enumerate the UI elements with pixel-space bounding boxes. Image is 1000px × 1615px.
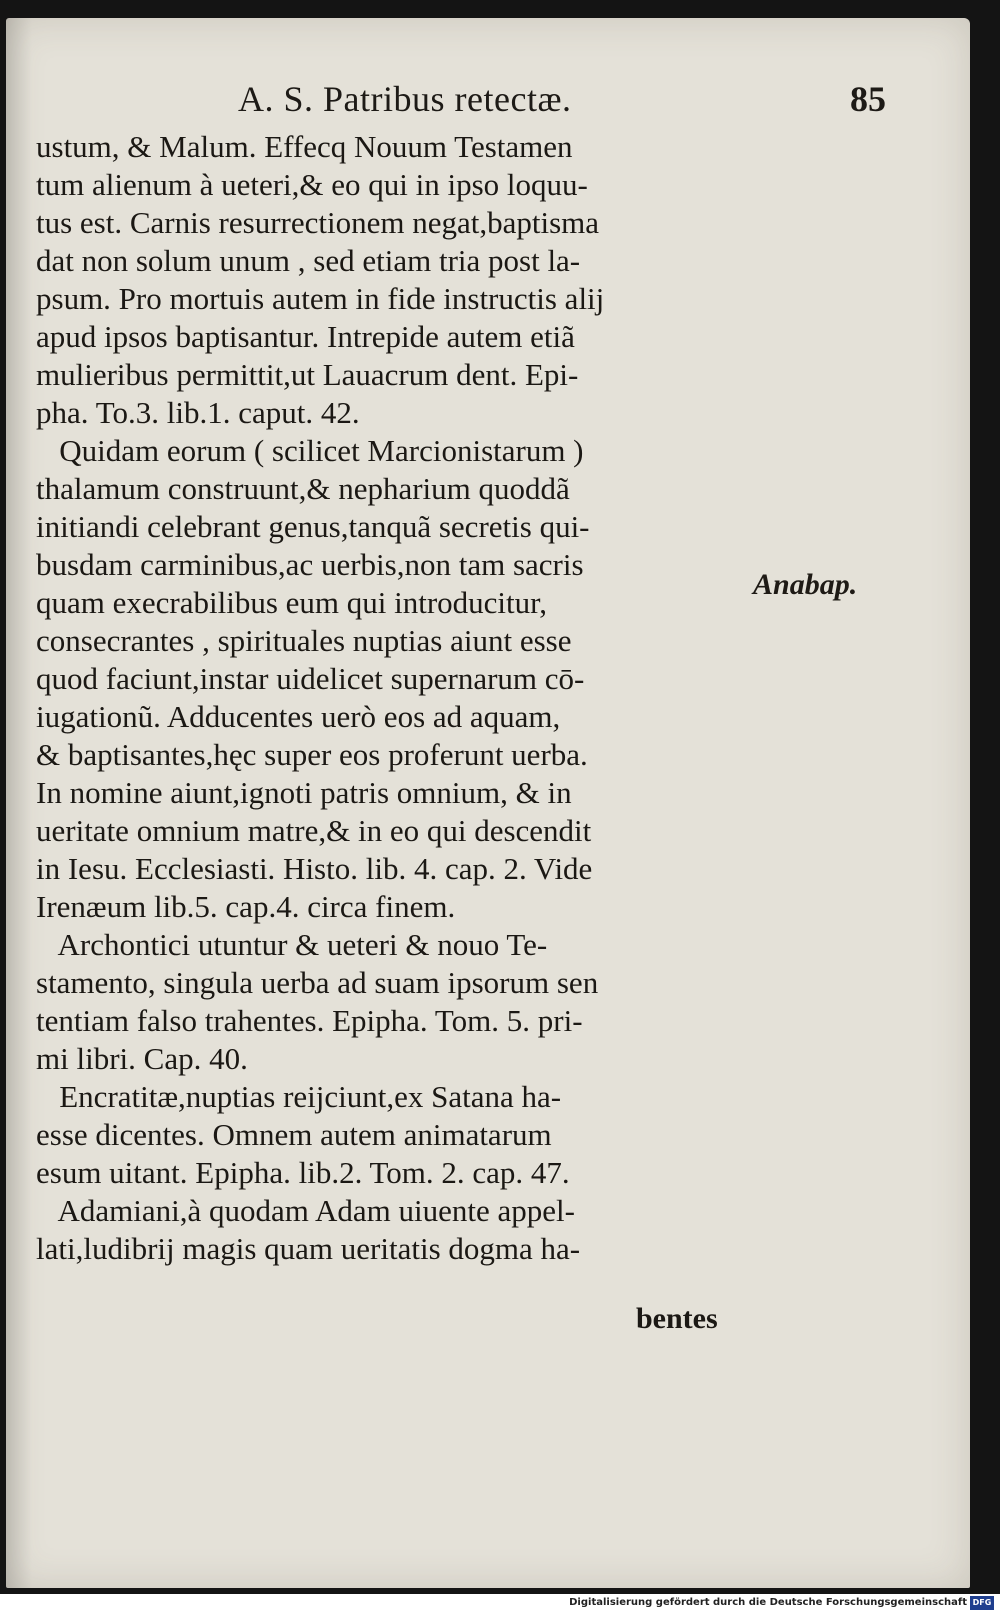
text-line: & baptisantes,hęc super eos proferunt uerba. <box>36 737 588 772</box>
page-gutter-shadow <box>6 18 32 1588</box>
marginal-note: Anabap. <box>753 568 858 601</box>
text-line: tus est. Carnis resurrectionem negat,baptisma <box>36 205 600 240</box>
text-line: tentiam falso trahentes. Epipha. Tom. 5. pri- <box>36 1003 583 1038</box>
text-line: quod faciunt,instar uidelicet supernarum cō- <box>36 661 585 696</box>
page-number: 85 <box>850 79 886 119</box>
body-text <box>36 128 748 1268</box>
dfg-logo: DFG <box>970 1596 994 1610</box>
text-line: mi libri. Cap. 40. <box>36 1041 248 1076</box>
text-line: Adamiani,à quodam Adam uiuente appel- <box>36 1193 575 1228</box>
text-line: tum alienum à ueteri,& eo qui in ipso loquu- <box>36 167 588 202</box>
text-line: Quidam eorum ( scilicet Marcionistarum ) <box>36 433 584 468</box>
text-line: esum uitant. Epipha. lib.2. Tom. 2. cap. 47. <box>36 1155 570 1190</box>
text-line: busdam carminibus,ac uerbis,non tam sacris <box>36 547 584 582</box>
text-line: iugationũ. Adducentes uerò eos ad aquam, <box>36 699 561 734</box>
text-line: In nomine aiunt,ignoti patris omnium, & in <box>36 775 572 810</box>
text-line: stamento, singula uerba ad suam ipsorum sen <box>36 965 599 1000</box>
text-line: dat non solum unum , sed etiam tria post la- <box>36 243 581 278</box>
text-line: Encratitæ,nuptias reijciunt,ex Satana ha- <box>36 1079 562 1114</box>
text-line: consecrantes , spirituales nuptias aiunt esse <box>36 623 572 658</box>
text-line: psum. Pro mortuis autem in fide instructis alij <box>36 281 605 316</box>
text-line: ustum, & Malum. Effecq Nouum Testamen <box>36 129 573 164</box>
text-line: esse dicentes. Omnem autem animatarum <box>36 1117 552 1152</box>
footer-credit: Digitalisierung gefördert durch die Deutsche Forschungsgemeinschaft <box>569 1597 967 1608</box>
catchword: bentes <box>636 1302 718 1335</box>
text-line: apud ipsos baptisantur. Intrepide autem etiã <box>36 319 575 354</box>
text-line: Irenæum lib.5. cap.4. circa finem. <box>36 889 456 924</box>
text-line: Archontici utuntur & ueteri & nouo Te- <box>36 927 548 962</box>
text-line: in Iesu. Ecclesiasti. Histo. lib. 4. cap. 2. Vide <box>36 851 593 886</box>
text-line: mulieribus permittit,ut Lauacrum dent. Epi- <box>36 357 579 392</box>
text-line: lati,ludibrij magis quam ueritatis dogma ha- <box>36 1231 581 1266</box>
page-header <box>0 78 1000 130</box>
text-line: ueritate omnium matre,& in eo qui descendit <box>36 813 592 848</box>
text-line: quam execrabilibus eum qui introducitur, <box>36 585 547 620</box>
running-head: A. S. Patribus retectæ. <box>238 79 572 119</box>
text-line: initiandi celebrant genus,tanquã secretis qui- <box>36 509 590 544</box>
text-line: thalamum construunt,& nepharium quoddã <box>36 471 570 506</box>
text-line: pha. To.3. lib.1. caput. 42. <box>36 395 360 430</box>
